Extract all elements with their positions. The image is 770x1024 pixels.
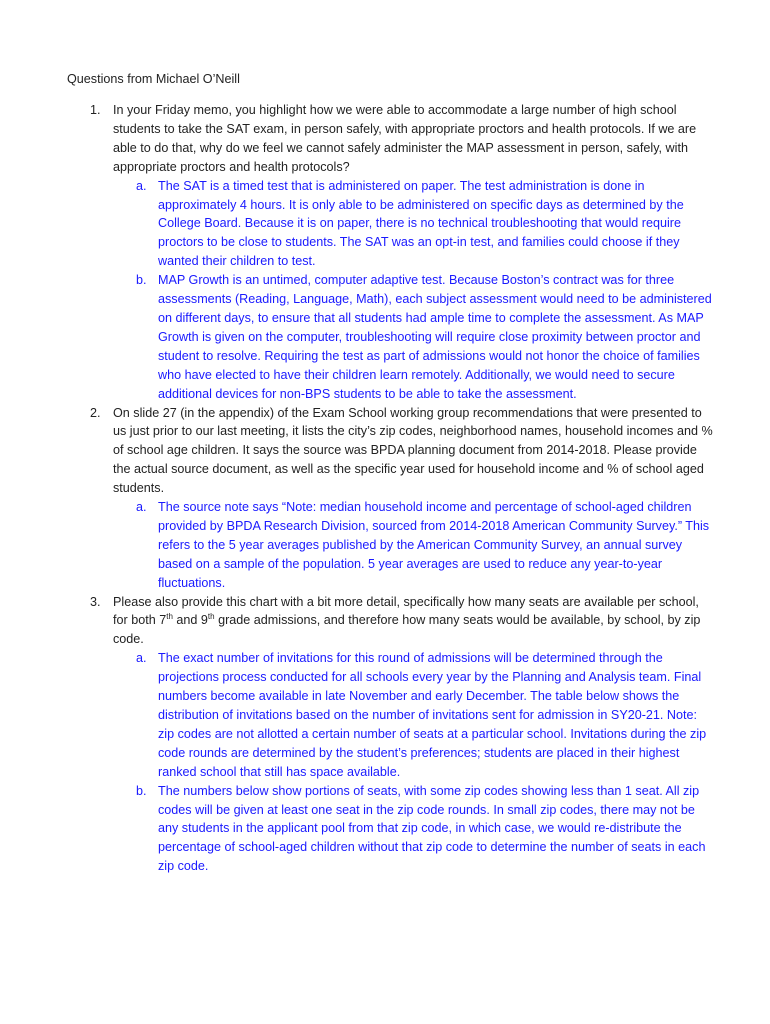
question-text-part: and 9 xyxy=(172,613,208,628)
answer-letter: b. xyxy=(136,273,147,288)
answer-text: The source note says “Note: median household income and percentage of school-aged children provided by BPDA Research Division, sourced from 2014-2018 American Community Survey.” This refers to the 5 year averages published by the American Community Survey, an annual survey based on a sample of the population. 5 year averages are used to reduce any year-to-year fluctuations. xyxy=(158,500,710,590)
answer-list xyxy=(113,177,713,404)
question-1 xyxy=(90,101,713,404)
question-text: On slide 27 (in the appendix) of the Exam School working group recommendations that were presented to us just prior to our last meeting, it lists the city’s zip codes, neighborhood names, household incomes and % of school age children. It says the source was BPDA planning document from 2014-2018. Please provide the actual source document, as well as the specific year used for household income and % of school aged students. xyxy=(113,405,713,496)
question-text-part: grade admissions, and therefore how many seats would be available, by school, by zip code. xyxy=(113,613,701,647)
answer-list xyxy=(113,498,713,593)
answer-letter: a. xyxy=(136,178,147,193)
question-number: 1. xyxy=(90,103,101,117)
answer-text: The SAT is a timed test that is administered on paper. The test administration is done in approximately 4 hours. It is only able to be administered on specific days as determined by the College Board. Because it is on paper, there is no technical troubleshooting that would require proctors to be close to students. The SAT was an opt-in test, and families could choose if they wanted their children to test. xyxy=(158,178,684,269)
question-text-part: Please also provide this chart with a bit more detail, specifically how many seats are available per school, for both 7 xyxy=(113,594,699,628)
answer-letter: a. xyxy=(136,651,147,666)
question-3 xyxy=(90,593,713,877)
question-text xyxy=(113,593,713,650)
answer-text: MAP Growth is an untimed, computer adaptive test. Because Boston’s contract was for three assessments (Reading, Language, Math), each subject assessment would need to be administered on different days, to ensure that all students had ample time to complete the assessment. As MAP Growth is given on the computer, troubleshooting will require close proximity between proctor and student to resolve. Requiring the test as part of admissions would not honor the choice of families who have elected to have their children learn remotely. Additionally, we would need to secure additional devices for non-BPS students to be able to take the assessment. xyxy=(158,273,712,401)
question-number: 3. xyxy=(90,594,101,609)
answer-1a xyxy=(136,177,713,272)
answer-text: The numbers below show portions of seats, with some zip codes showing less than 1 seat. All zip codes will be given at least one seat in the zip code rounds. In small zip codes, there may not be any students in the applicant pool from that zip code, in which case, we would re-distribute the percentage of school-aged children without that zip code to determine the number of seats in each zip code. xyxy=(158,783,706,874)
answer-letter: b. xyxy=(136,783,147,798)
answer-2a xyxy=(136,498,713,593)
answer-text: The exact number of invitations for this round of admissions will be determined through the projections process conducted for all schools every year by the Planning and Analysis team. Final numbers become available in late November and early December. The table below shows the distribution of invitations based on the number of invitations sent for admission in SY20-21. Note: zip codes are not allotted a certain number of seats at a particular school. Invitations during the zip code rounds are determined by the student’s preferences; students are placed in their highest ranked school that still has space available. xyxy=(158,651,707,779)
answer-3b xyxy=(136,782,713,877)
answer-letter: a. xyxy=(136,500,147,515)
answer-1b xyxy=(136,271,713,403)
question-text: In your Friday memo, you highlight how we were able to accommodate a large number of high school students to take the SAT exam, in person safely, with appropriate proctors and health protocols. If we are able to do that, why do we feel we cannot safely administer the MAP assessment in person, safely, with appropriate proctors and health protocols? xyxy=(113,103,697,174)
question-number: 2. xyxy=(90,405,101,420)
ordinal-suffix: th xyxy=(166,612,173,622)
document-heading: Questions from Michael O’Neill xyxy=(67,72,240,86)
question-list xyxy=(90,101,713,876)
answer-list xyxy=(113,649,713,876)
answer-3a xyxy=(136,649,713,781)
ordinal-suffix: th xyxy=(207,612,215,622)
question-2 xyxy=(90,404,713,593)
